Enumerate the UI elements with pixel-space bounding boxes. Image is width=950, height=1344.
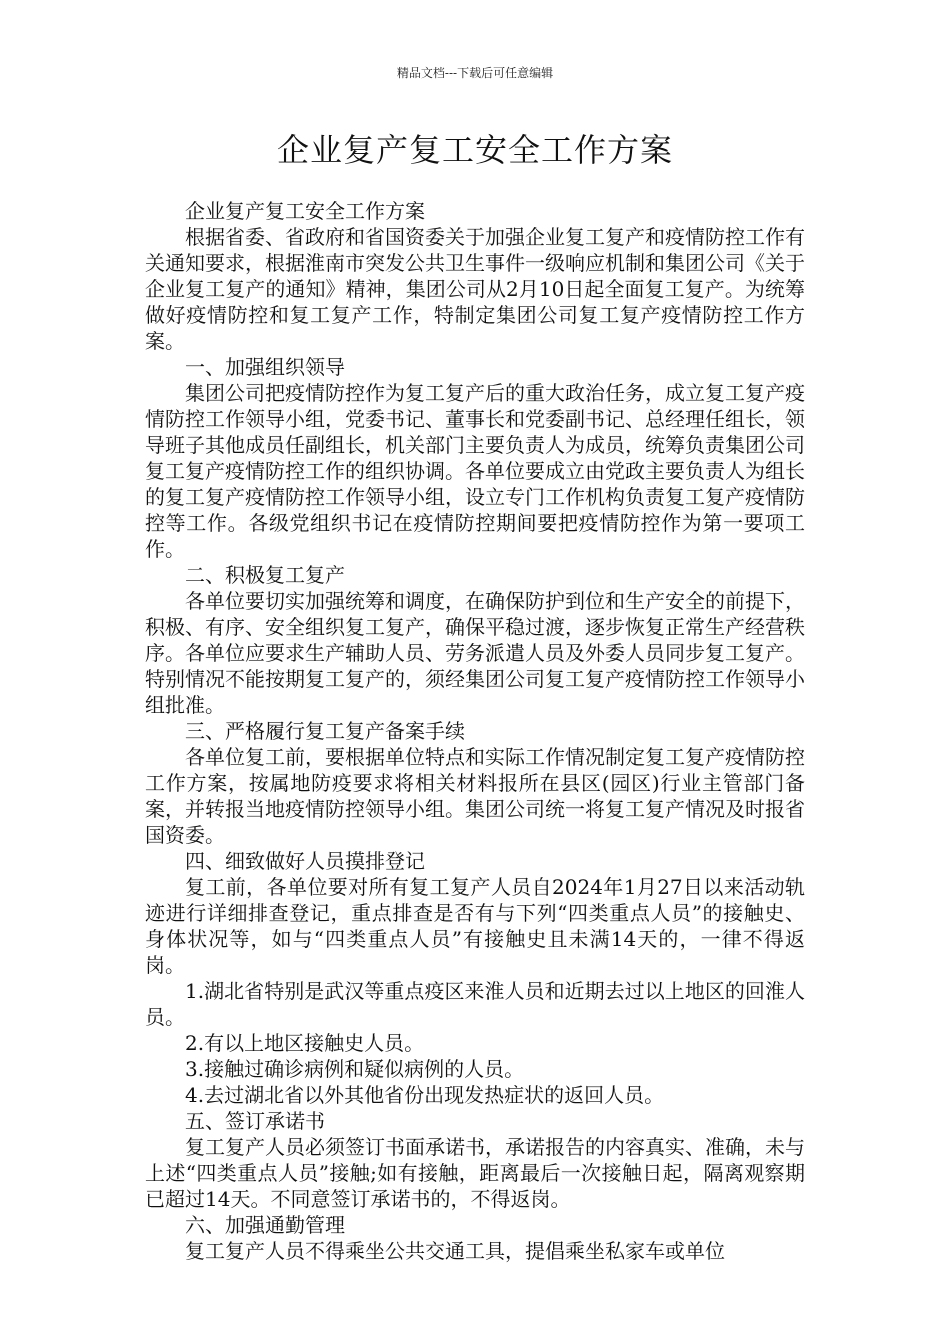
paragraph-subtitle: 企业复产复工安全工作方案 xyxy=(185,199,425,223)
paragraph-section-1: 集团公司把疫情防控作为复工复产后的重大政治任务，成立复工复产疫情防控工作领导小组，党委书记、董事长和党委副书记、总经理任组长，领导班子其他成员任副组长，机关部门主要负责人为成员，统筹负责集团公司复工复产疫情防控工作的组织协调。各单位要成立由党政主要负责人为组长的复工复产疫情防控工作领导小组，设立专门工作机构负责复工复产疫情防控等工作。各级党组织书记在疫情防控期间要把疫情防控作为第一要项工作。 xyxy=(145,381,805,561)
paragraph-section-4: 复工前，各单位要对所有复工复产人员自2024年1月27日以来活动轨迹进行详细排查登记，重点排查是否有与下列“四类重点人员”的接触史、身体状况等，如与“四类重点人员”有接触史且未满14天的，一律不得返岗。 xyxy=(145,875,805,977)
section-heading-5: 五、签订承诺书 xyxy=(185,1109,325,1133)
section-heading-2: 二、积极复工复产 xyxy=(185,563,345,587)
list-item-4: 4.去过湖北省以外其他省份出现发热症状的返回人员。 xyxy=(185,1083,665,1107)
paragraph-section-6: 复工复产人员不得乘坐公共交通工具，提倡乘坐私家车或单位 xyxy=(185,1239,725,1263)
document-title: 企业复产复工安全工作方案 xyxy=(276,131,673,169)
list-item-3: 3.接触过确诊病例和疑似病例的人员。 xyxy=(185,1057,525,1081)
header-note: 精品文档---下载后可任意编辑 xyxy=(396,66,554,80)
section-heading-1: 一、加强组织领导 xyxy=(185,355,345,379)
list-item-1: 1.湖北省特别是武汉等重点疫区来淮人员和近期去过以上地区的回淮人员。 xyxy=(145,979,805,1029)
paragraph-section-2: 各单位要切实加强统筹和调度，在确保防护到位和生产安全的前提下，积极、有序、安全组织复工复产，确保平稳过渡，逐步恢复正常生产经营秩序。各单位应要求生产辅助人员、劳务派遣人员及外委人员同步复工复产。特别情况不能按期复工复产的，须经集团公司复工复产疫情防控工作领导小组批准。 xyxy=(145,589,805,717)
paragraph-section-5: 复工复产人员必须签订书面承诺书，承诺报告的内容真实、准确，未与上述“四类重点人员”接触;如有接触，距离最后一次接触日起，隔离观察期已超过14天。不同意签订承诺书的，不得返岗。 xyxy=(145,1135,805,1211)
section-heading-4: 四、细致做好人员摸排登记 xyxy=(185,849,425,873)
section-heading-6: 六、加强通勤管理 xyxy=(185,1213,345,1237)
list-item-2: 2.有以上地区接触史人员。 xyxy=(185,1031,425,1055)
paragraph-section-3: 各单位复工前，要根据单位特点和实际工作情况制定复工复产疫情防控工作方案，按属地防疫要求将相关材料报所在县区(园区)行业主管部门备案，并转报当地疫情防控领导小组。集团公司统一将复工复产情况及时报省国资委。 xyxy=(145,745,805,847)
document-body xyxy=(145,198,805,1264)
paragraph-intro: 根据省委、省政府和省国资委关于加强企业复工复产和疫情防控工作有关通知要求，根据淮南市突发公共卫生事件一级响应机制和集团公司《关于企业复工复产的通知》精神，集团公司从2月10日起全面复工复产。为统筹做好疫情防控和复工复产工作，特制定集团公司复工复产疫情防控工作方案。 xyxy=(145,225,805,353)
section-heading-3: 三、严格履行复工复产备案手续 xyxy=(185,719,465,743)
